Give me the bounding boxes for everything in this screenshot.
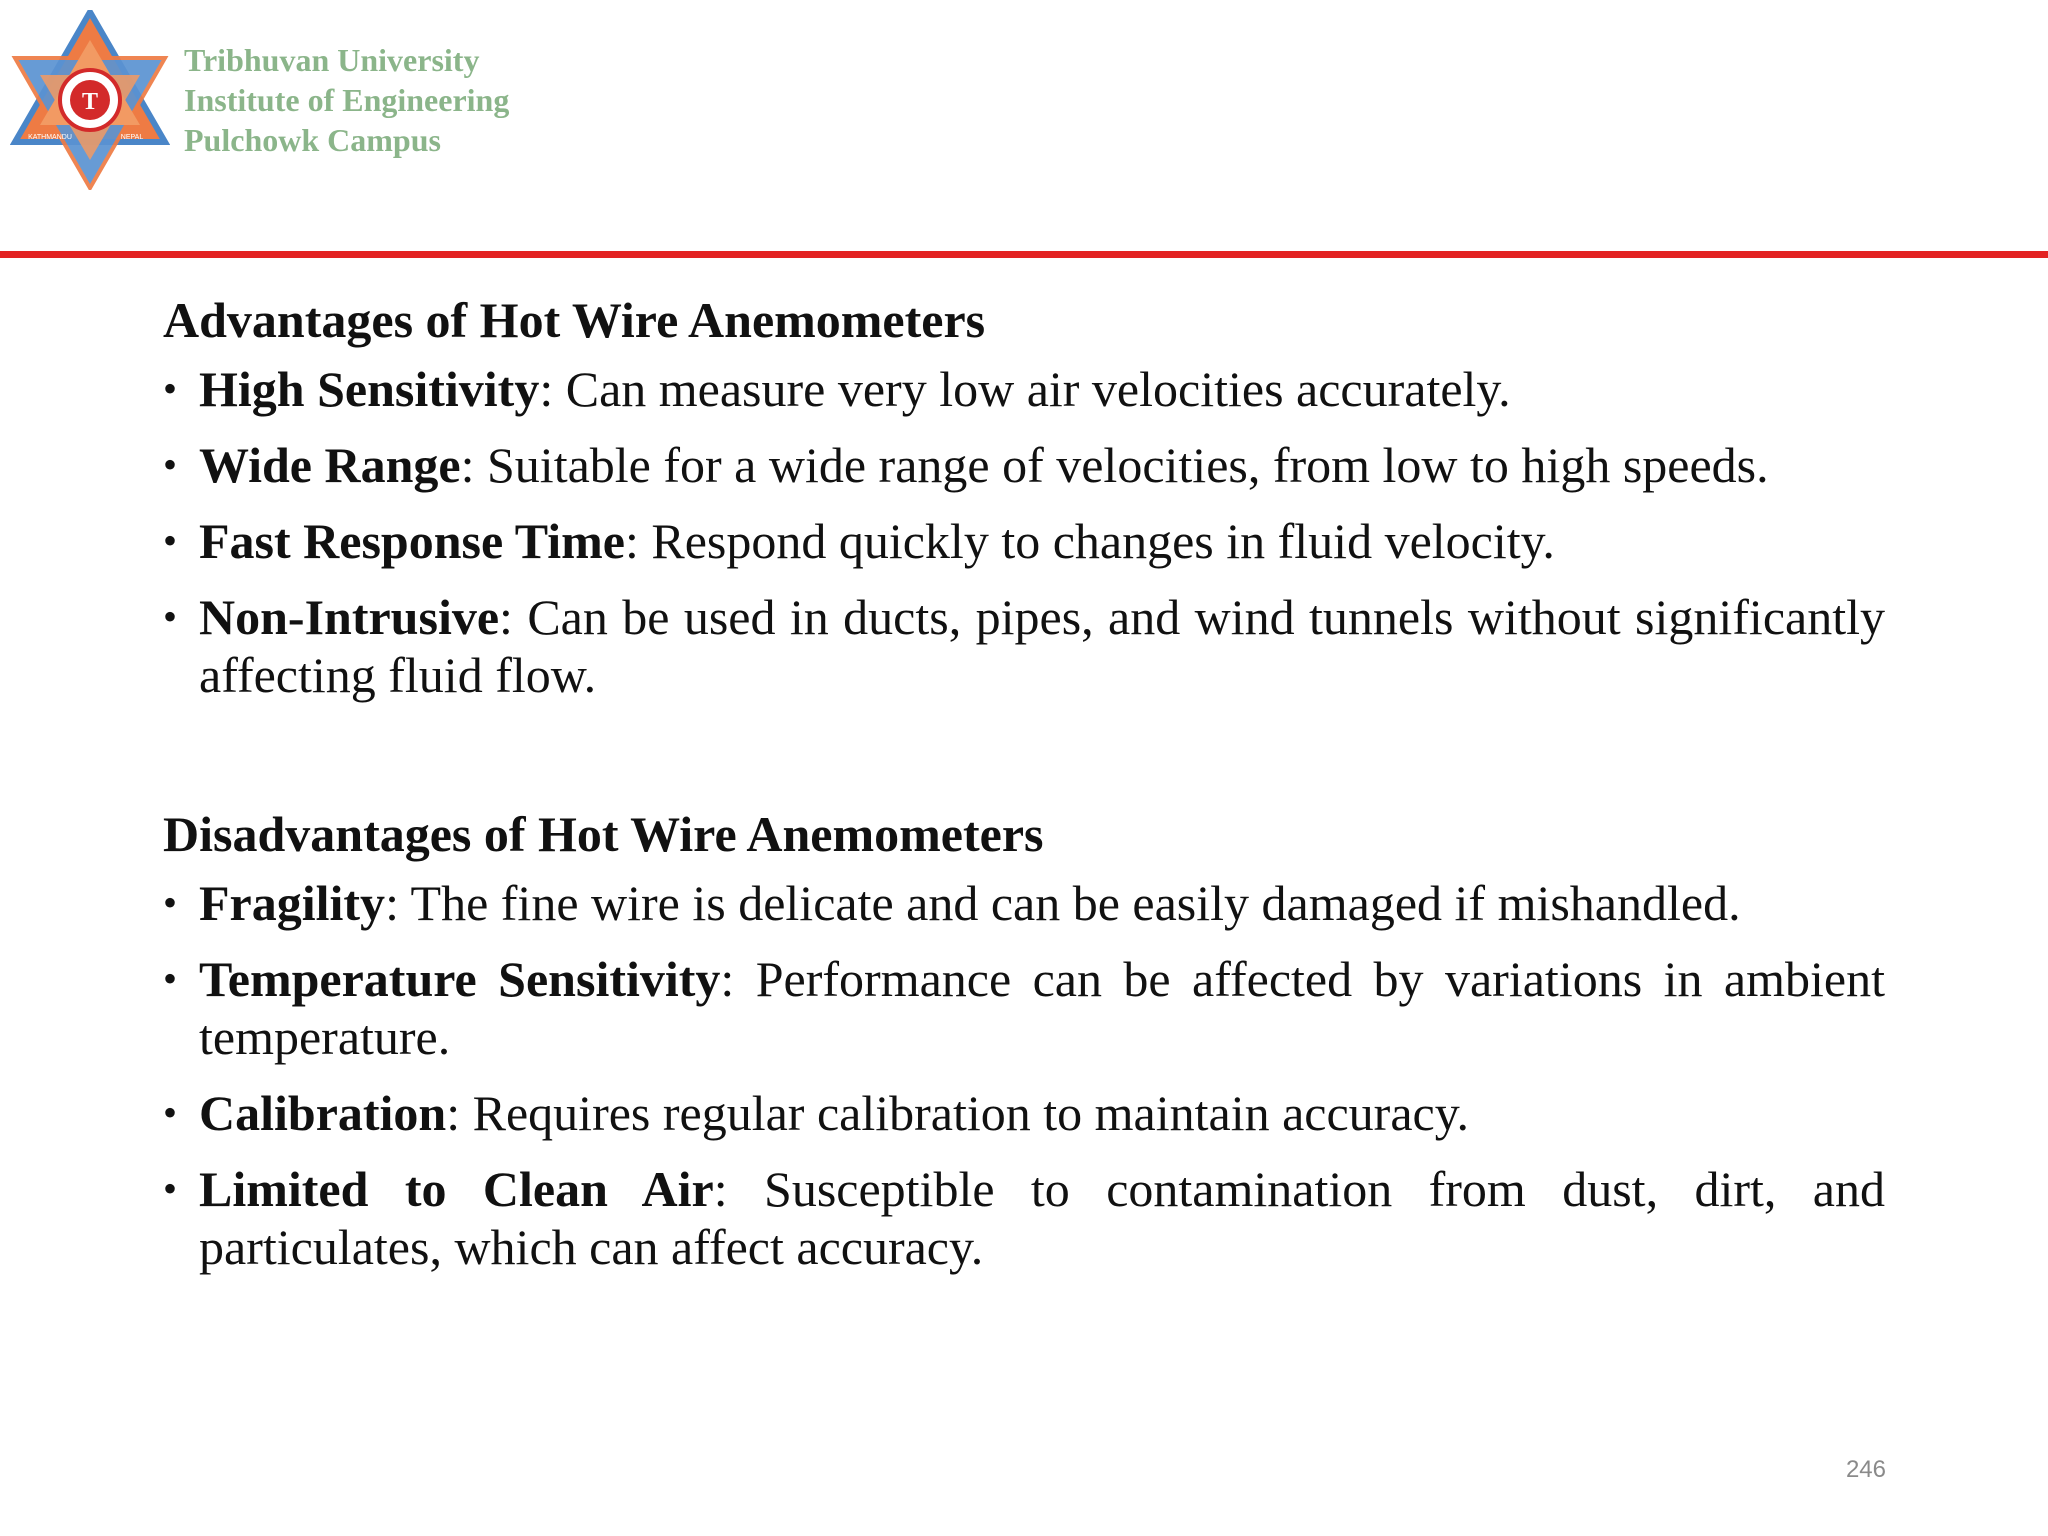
point-term: Calibration (199, 1085, 447, 1141)
list-item (163, 1160, 1885, 1276)
bullet-icon: • (163, 956, 178, 1001)
bullet-icon: • (163, 366, 178, 411)
point-text: : Susceptible to contamination from dust, dirt, and particulates, which can affect accuracy. (199, 1161, 1885, 1275)
list-item (163, 360, 1885, 418)
point-text: : Suitable for a wide range of velocities, from low to high speeds. (460, 437, 1769, 493)
slide-content (163, 288, 1885, 1294)
institution-line-2: Institute of Engineering (184, 82, 510, 118)
bullet-icon: • (163, 1166, 178, 1211)
university-emblem-icon (10, 10, 170, 190)
list-item (163, 512, 1885, 570)
point-term: Limited to Clean Air (199, 1161, 714, 1217)
list-item (163, 1084, 1885, 1142)
bullet-icon: • (163, 594, 178, 639)
point-text: : Respond quickly to changes in fluid velocity. (624, 513, 1555, 569)
section-heading: Disadvantages of Hot Wire Anemometers (163, 806, 1044, 862)
point-term: High Sensitivity (199, 361, 540, 417)
point-text: : Can be used in ducts, pipes, and wind tunnels without significantly affecting fluid flow. (199, 589, 1885, 703)
section-heading: Advantages of Hot Wire Anemometers (163, 292, 986, 348)
slide-header (0, 0, 2048, 252)
point-term: Non-Intrusive (199, 589, 500, 645)
institution-line-1: Tribhuvan University (184, 42, 480, 78)
disadvantages-section (163, 802, 1885, 1276)
svg-text:KATHMANDU: KATHMANDU (28, 134, 72, 141)
header-divider (0, 251, 2048, 258)
bullet-icon: • (163, 1090, 178, 1135)
advantages-list (163, 360, 1885, 704)
point-text: : Performance can be affected by variations in ambient temperature. (199, 951, 1885, 1065)
bullet-icon: • (163, 880, 178, 925)
point-text: : The fine wire is delicate and can be easily damaged if mishandled. (385, 875, 1741, 931)
svg-text:T: T (81, 89, 99, 115)
bullet-icon: • (163, 442, 178, 487)
point-term: Temperature Sensitivity (199, 951, 721, 1007)
point-term: Fast Response Time (199, 513, 625, 569)
point-term: Wide Range (199, 437, 461, 493)
page-number: 246 (1845, 1456, 1886, 1483)
list-item (163, 436, 1885, 494)
list-item (163, 588, 1885, 704)
point-text: : Requires regular calibration to maintain accuracy. (446, 1085, 1469, 1141)
point-text: : Can measure very low air velocities accurately. (539, 361, 1511, 417)
point-term: Fragility (199, 875, 386, 931)
institution-line-3: Pulchowk Campus (184, 122, 441, 158)
institution-name (184, 40, 509, 160)
list-item (163, 950, 1885, 1066)
svg-text:NEPAL: NEPAL (120, 134, 144, 141)
list-item (163, 874, 1885, 932)
advantages-section (163, 288, 1885, 704)
disadvantages-list (163, 874, 1885, 1276)
bullet-icon: • (163, 518, 178, 563)
section-spacer (163, 722, 1885, 802)
